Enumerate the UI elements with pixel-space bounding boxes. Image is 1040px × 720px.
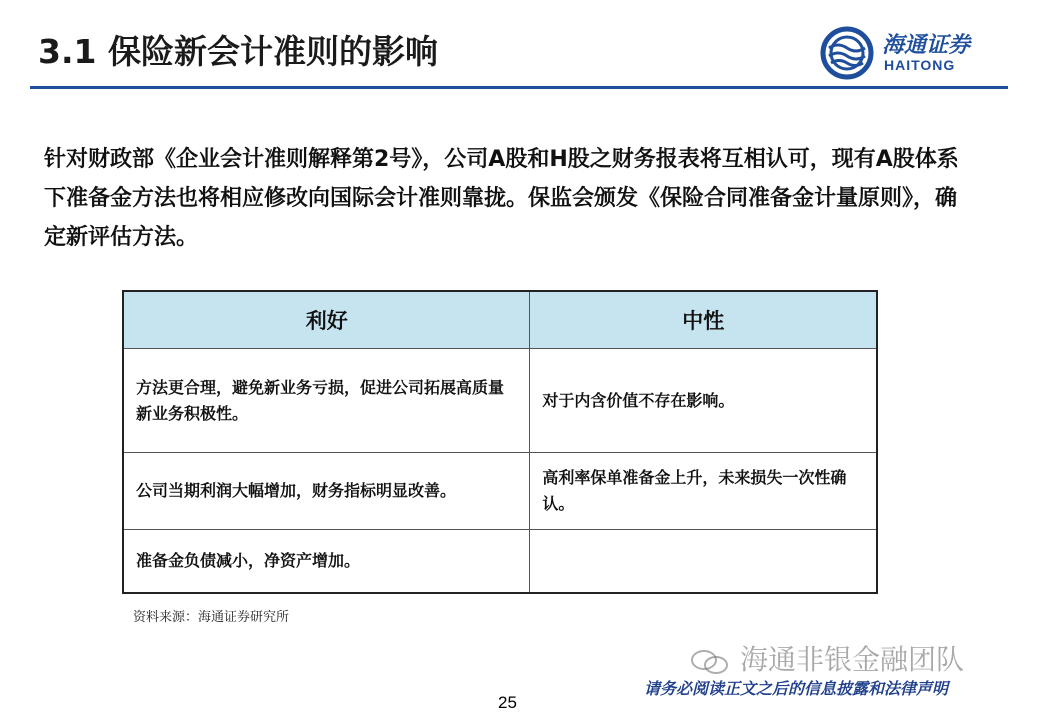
- haitong-emblem-icon: [820, 26, 874, 80]
- table-cell-neutral: 对于内含价值不存在影响。: [530, 349, 877, 453]
- slide-title: 3.1 保险新会计准则的影响: [38, 32, 438, 71]
- title-divider: [30, 86, 1008, 89]
- table-row: [123, 349, 877, 453]
- header-positive: 利好: [123, 291, 530, 349]
- table-cell-positive: 方法更合理，避免新业务亏损，促进公司拓展高质量新业务积极性。: [123, 349, 530, 453]
- table-row: [123, 530, 877, 594]
- table-cell-positive: 公司当期利润大幅增加，财务指标明显改善。: [123, 453, 530, 530]
- table-cell-neutral: 高利率保单准备金上升，未来损失一次性确认。: [530, 453, 877, 530]
- logo-name-cn: 海通证券: [882, 32, 971, 58]
- source-note: 资料来源：海通证券研究所: [133, 610, 290, 625]
- watermark-text: 海通非银金融团队: [740, 643, 965, 676]
- page-number: 25: [498, 693, 517, 712]
- intro-paragraph: 针对财政部《企业会计准则解释第2号》，公司A股和H股之财务报表将互相认可，现有A股体系下准备金方法也将相应修改向国际会计准则靠拢。保监会颁发《保险合同准备金计量原则》，确定新评估方法。: [44, 147, 959, 250]
- table-row: [123, 453, 877, 530]
- haitong-logo: [820, 26, 1010, 82]
- legal-disclaimer: 请务必阅读正文之后的信息披露和法律声明: [644, 679, 949, 698]
- wechat-icon: [690, 648, 730, 676]
- table-cell-positive: 准备金负债减小，净资产增加。: [123, 530, 530, 594]
- logo-name-en: HAITONG: [884, 57, 956, 73]
- table-header-row: [123, 291, 877, 349]
- table-cell-neutral: [530, 530, 877, 594]
- header-neutral: 中性: [530, 291, 877, 349]
- impact-table: [122, 290, 878, 594]
